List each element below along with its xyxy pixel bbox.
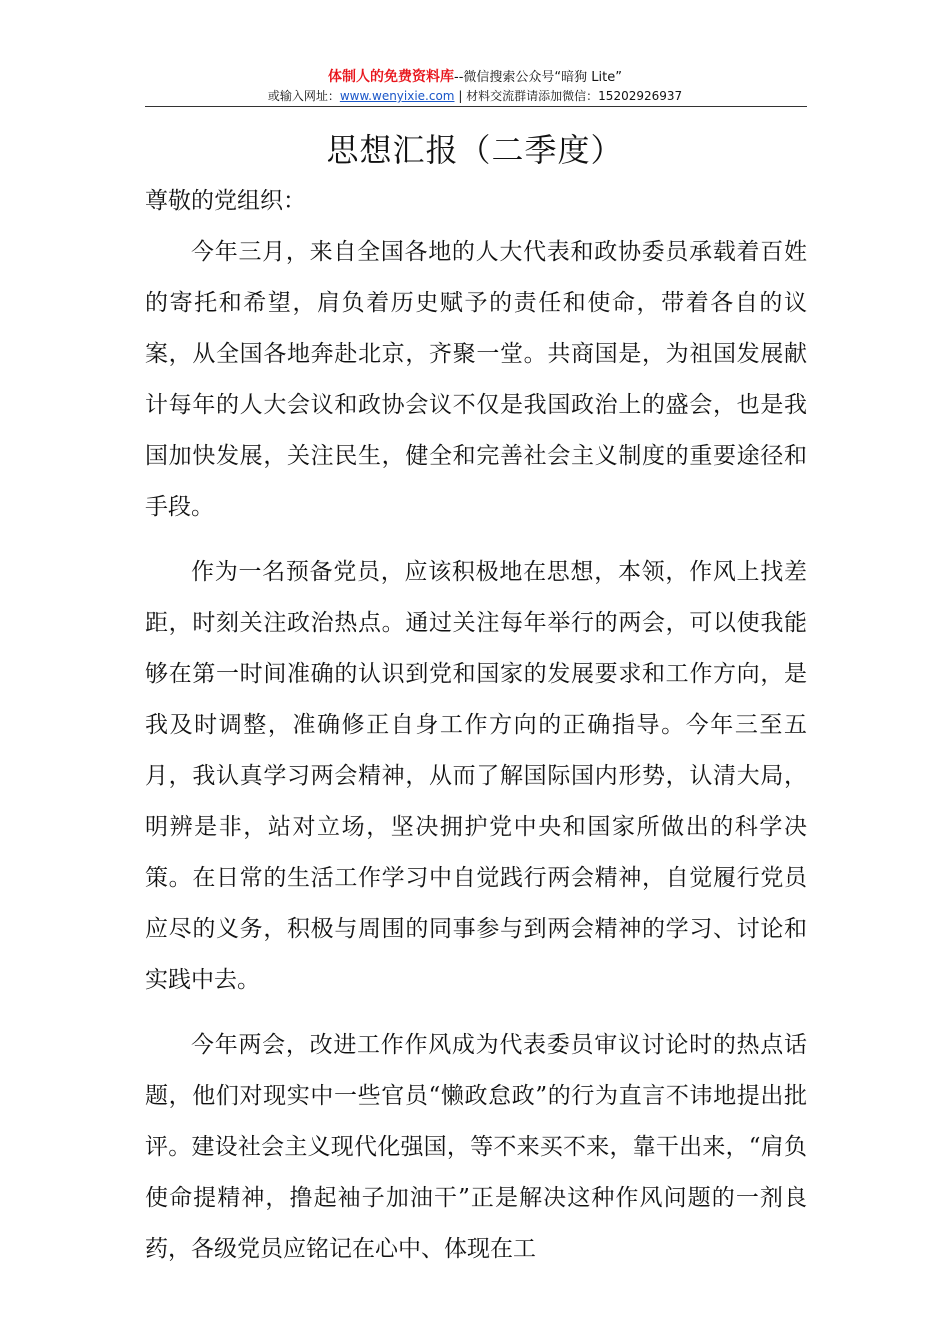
- header-line-2: [0, 87, 950, 106]
- paragraph-1: 今年三月，来自全国各地的人大代表和政协委员承载着百姓的寄托和希望，肩负着历史赋予的责任和使命，带着各自的议案，从全国各地奔赴北京，齐聚一堂。共商国是，为祖国发展献计每年的人大会议和政协会议不仅是我国政治上的盛会，也是我国加快发展，关注民生，健全和完善社会主义制度的重要途径和手段。: [145, 239, 807, 520]
- header-brand: 体制人的免费资料库: [328, 69, 455, 85]
- document-body: [145, 176, 807, 1275]
- header-line-1: [0, 68, 950, 87]
- salutation: 尊敬的党组织：: [145, 188, 306, 214]
- header-url-link[interactable]: www.wenyixie.com: [339, 89, 455, 103]
- document-title: 思想汇报（二季度）: [326, 131, 624, 169]
- header-divider: [145, 106, 807, 107]
- header-url-prefix: 或输入网址：: [267, 89, 340, 103]
- paragraph-3: 今年两会，改进工作作风成为代表委员审议讨论时的热点话题，他们对现实中一些官员“懒政怠政”的行为直言不讳地提出批评。建设社会主义现代化强国，等不来买不来，靠干出来，“肩负使命提精神，撸起袖子加油干”正是解决这种作风问题的一剂良药，各级党员应铭记在心中、体现在工: [145, 1032, 807, 1262]
- header-tagline: --微信搜索公众号“暗狗 Lite”: [454, 70, 622, 85]
- paragraph-2: 作为一名预备党员，应该积极地在思想，本领，作风上找差距，时刻关注政治热点。通过关注每年举行的两会，可以使我能够在第一时间准确的认识到党和国家的发展要求和工作方向，是我及时调整，准确修正自身工作方向的正确指导。今年三至五月，我认真学习两会精神，从而了解国际国内形势，认清大局，明辨是非，站对立场，坚决拥护党中央和国家所做出的科学决策。在日常的生活工作学习中自觉践行两会精神，自觉履行党员应尽的义务，积极与周围的同事参与到两会精神的学习、讨论和实践中去。: [145, 559, 807, 993]
- page-header: [0, 68, 950, 106]
- header-contact: | 材料交流群请添加微信：15202926937: [454, 89, 683, 103]
